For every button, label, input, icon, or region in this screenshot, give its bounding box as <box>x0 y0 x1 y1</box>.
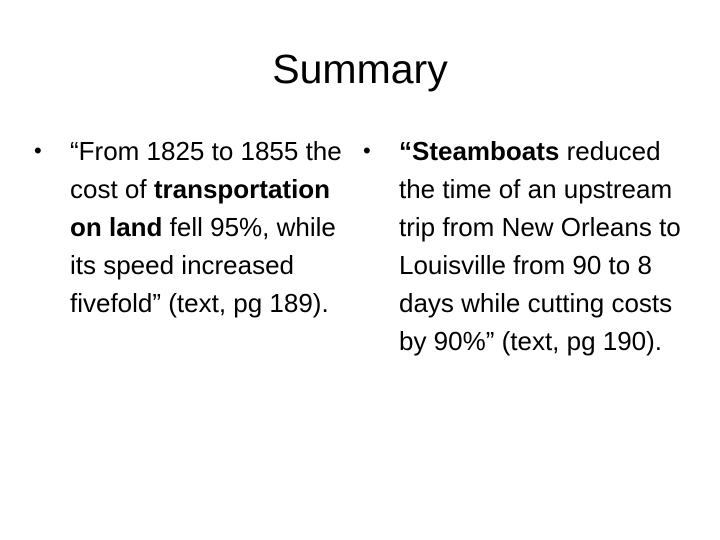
slide-title: Summary <box>272 46 448 92</box>
left-quote-text <box>70 132 344 322</box>
left-bullet-item <box>34 132 344 322</box>
right-quote-emphasis: “Steamboats <box>399 136 560 166</box>
left-quote-segment: fell 95%, while its speed increased fivefold” (text, pg 189). <box>70 212 336 318</box>
bullet-icon: • <box>363 138 371 163</box>
left-quote-segment: “From 1825 to 1855 the cost of <box>70 136 342 204</box>
left-column <box>34 132 344 322</box>
bullet-icon: • <box>34 138 42 163</box>
right-quote-segment: reduced the time of an upstream trip from New Orleans to Louisville from 90 to 8 days while cutting costs by 90%” (text, pg 190). <box>399 136 681 356</box>
right-quote-text <box>399 132 703 360</box>
right-column <box>363 132 703 360</box>
left-quote-emphasis: transportation on land <box>70 174 331 242</box>
right-bullet-item <box>363 132 703 360</box>
